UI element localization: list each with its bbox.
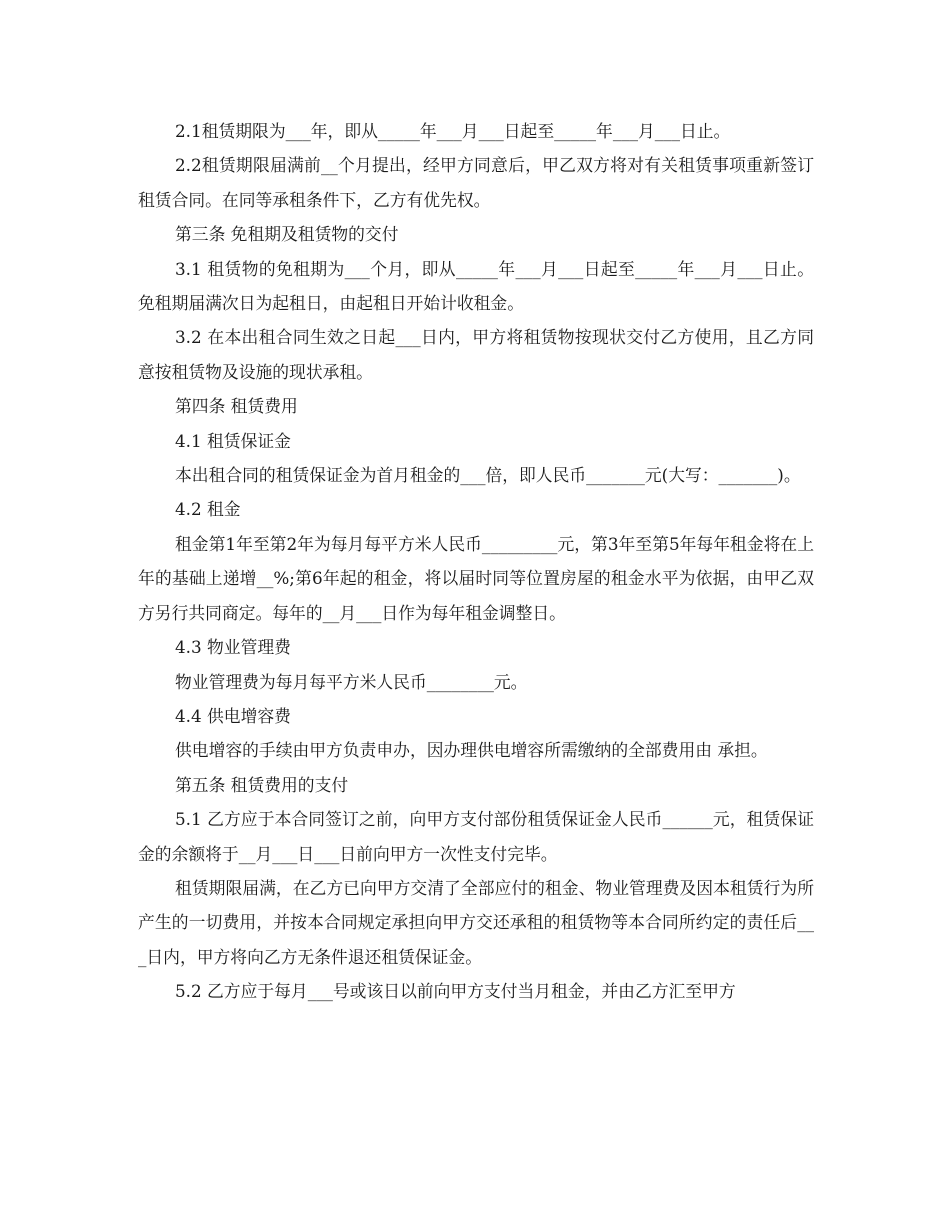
clause-5-1: 5.1 乙方应于本合同签订之前，向甲方支付部份租赁保证金人民币______元，租赁保证金的余额将于__月___日___日前向甲方一次性支付完毕。 (138, 809, 814, 864)
clause-4-4-body: 供电增容的手续由甲方负责申办，因办理供电增容所需缴纳的全部费用由 承担。 (175, 740, 768, 761)
clause-4-2-heading: 4.2 租金 (175, 499, 241, 520)
clause-4-3-body: 物业管理费为每月每平方米人民币________元。 (175, 671, 528, 692)
document-body (138, 114, 814, 1009)
clause-2-1: 2.1租赁期限为___年，即从_____年___月___日起至_____年___月___日止。 (175, 121, 731, 141)
clause-4-4-heading: 4.4 供电增容费 (175, 705, 291, 726)
article-3-heading: 第三条 免租期及租赁物的交付 (175, 224, 399, 245)
clause-3-1: 3.1 租赁物的免租期为___个月，即从_____年___月___日起至_____年___月___日止。免租期届满次日为起租日，由起租日开始计收租金。 (138, 258, 814, 314)
article-5-heading: 第五条 租赁费用的支付 (175, 774, 349, 795)
clause-4-3-heading: 4.3 物业管理费 (175, 637, 291, 658)
clause-3-2: 3.2 在本出租合同生效之日起___日内，甲方将租赁物按现状交付乙方使用，且乙方同意按租赁物及设施的现状承租。 (138, 327, 814, 382)
article-4-heading: 第四条 租赁费用 (175, 396, 298, 417)
clause-5-2: 5.2 乙方应于每月___号或该日以前向甲方支付当月租金，并由乙方汇至甲方 (175, 981, 736, 1002)
clause-4-1-heading: 4.1 租赁保证金 (175, 430, 291, 451)
clause-4-1-body: 本出租合同的租赁保证金为首月租金的___倍，即人民币_______元(大写：_______)。 (175, 465, 801, 486)
clause-2-2: 2.2租赁期限届满前__个月提出，经甲方同意后，甲乙双方将对有关租赁事项重新签订租赁合同。在同等承租条件下，乙方有优先权。 (138, 155, 814, 210)
clause-5-1-deposit-refund: 租赁期限届满，在乙方已向甲方交清了全部应付的租金、物业管理费及因本租赁行为所产生的一切费用，并按本合同规定承担向甲方交还承租的租赁物等本合同所约定的责任后___日内，甲方将向乙方无条件退还租赁保证金。 (138, 877, 814, 967)
clause-4-2-body: 租金第1年至第2年为每月每平方米人民币_________元，第3年至第5年每年租金将在上年的基础上递增__%;第6年起的租金，将以届时同等位置房屋的租金水平为依据，由甲乙双方另行共同商定。每年的__月___日作为每年租金调整日。 (138, 533, 814, 623)
